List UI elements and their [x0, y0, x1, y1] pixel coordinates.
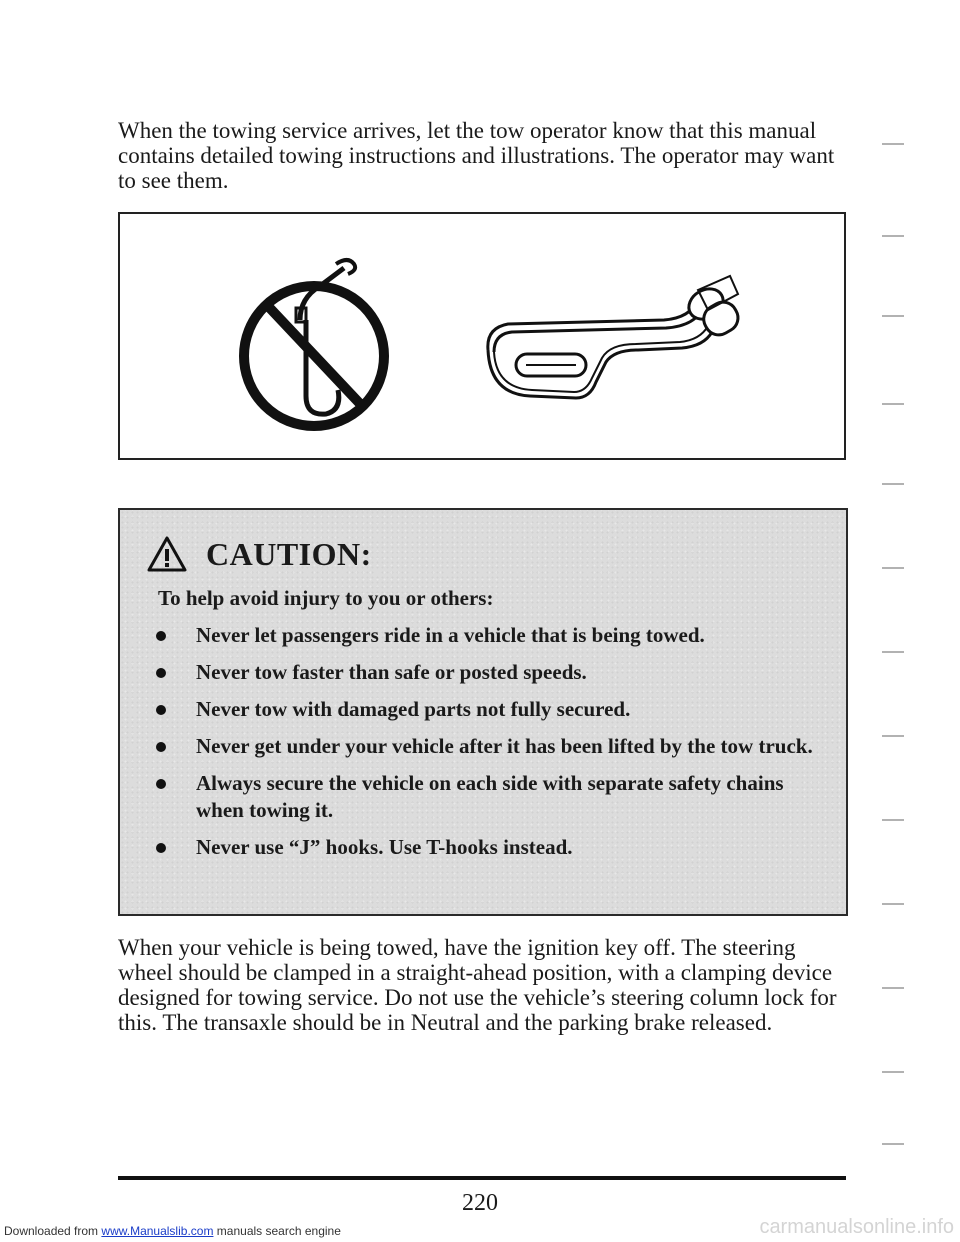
- caution-box: [118, 508, 848, 916]
- caution-intro: To help avoid injury to you or others:: [158, 586, 494, 610]
- caution-list: [142, 622, 822, 871]
- footer-rule: [118, 1176, 846, 1180]
- caution-header: [146, 534, 372, 574]
- bullet-icon: [156, 705, 166, 715]
- bullet-icon: [156, 779, 166, 789]
- bullet-icon: [156, 631, 166, 641]
- bullet-icon: [156, 843, 166, 853]
- bullet-icon: [156, 668, 166, 678]
- towing-hooks-illustration: [118, 212, 846, 460]
- watermark: carmanualsonline.info: [759, 1216, 954, 1238]
- caution-item: Never get under your vehicle after it has been lifted by the tow truck.: [142, 733, 822, 760]
- page-number: 220: [462, 1190, 498, 1216]
- download-credit: Downloaded from www.Manualslib.com manuals search engine: [4, 1224, 341, 1238]
- manualslib-link[interactable]: www.Manualslib.com: [101, 1224, 214, 1238]
- page-edge-marks: [880, 100, 920, 1200]
- caution-item: Always secure the vehicle on each side with separate safety chains when towing it.: [142, 770, 822, 824]
- caution-title: CAUTION:: [206, 535, 372, 572]
- warning-triangle-icon: [146, 535, 188, 573]
- towing-instructions-paragraph: When your vehicle is being towed, have the ignition key off. The steering wheel should be clamped in a straight-ahead position, with a clamping device designed for towing service. Do not use the vehicle’s steering column lock for this. The transaxle should be in Neutral and the parking brake released.: [118, 935, 837, 1035]
- no-j-hook-icon: [236, 238, 406, 438]
- caution-item: Never use “J” hooks. Use T-hooks instead.: [142, 834, 822, 861]
- intro-paragraph: When the towing service arrives, let the tow operator know that this manual contains detailed towing instructions and illustrations. The operator may want to see them.: [118, 118, 835, 193]
- caution-item: Never tow with damaged parts not fully secured.: [142, 696, 822, 723]
- bullet-icon: [156, 742, 166, 752]
- caution-item: Never tow faster than safe or posted speeds.: [142, 659, 822, 686]
- t-hook-icon: [468, 270, 748, 410]
- caution-item: Never let passengers ride in a vehicle that is being towed.: [142, 622, 822, 649]
